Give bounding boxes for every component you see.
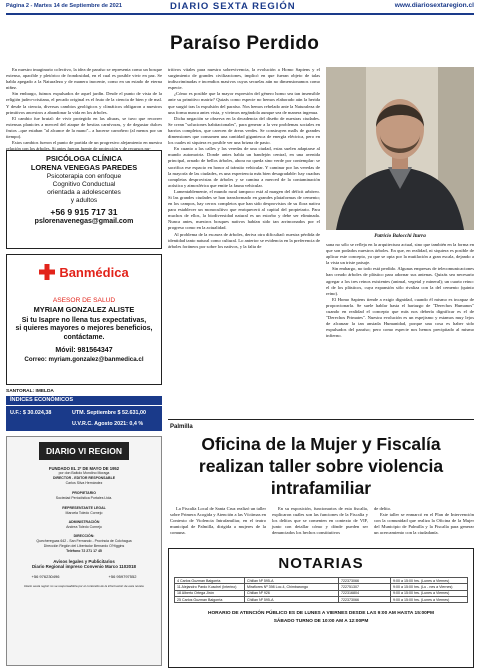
- table-cell: Chillan Nº 595-A: [245, 596, 339, 602]
- paragraph: En su exposición, funcionarios de esta fiscalía, explicaron cuáles son las funciones de la Fiscalía y los delitos que se comenten en contexto de VIF, junto con detallar cómo y dónde pueden ser denunciados los hechos constitutivos: [272, 506, 368, 536]
- colophon-line: Diario Regional impreso Convenio Marco 1102018: [32, 564, 136, 569]
- notarias-title: NOTARIAS: [278, 555, 364, 572]
- table-cell: 722373066: [339, 596, 391, 602]
- ad-phone: +56 9 915 717 31: [50, 207, 118, 217]
- uvr-value: U.V.R.C. Agosto 2021: 0,4 %: [72, 421, 144, 427]
- paragraph: La Fiscalía Local de Santa Cruz realizó un taller sobre Primera Acogida y Atención a las Víctimas en Contexto de Violencia Intrafamiliar, en el teatro municipal de Palmilla, dirigida a mujeres de la comuna.: [170, 506, 266, 536]
- colophon-phone: +56 976230496: [31, 574, 60, 579]
- utm-value: UTM. Septiembre $ 52.631,00: [72, 410, 147, 416]
- table-cell: 9:00 a 15:00 hrs. (Lunes a Viernes): [391, 590, 468, 596]
- paragraph: Sin embargo, fuimos expulsados de aquel jardín. Desde el punto de vista de la religión judeo-cristiana, el pecado original es el fruto de la ciencia de bien y de mal. Y desde la ciencia, diversas cambios geológicos y climáticos obligaron a nuestros primitivos ancestros a abandonar la vida en los árboles.: [6, 91, 162, 115]
- ad-line: y adultos: [70, 197, 98, 204]
- article2-title-line1: Oficina de la Mujer y Fiscalía: [201, 434, 441, 454]
- table-cell: 25 Carlos Guzman Baigorria: [175, 596, 245, 602]
- article-title: Paraíso Perdido: [170, 33, 320, 54]
- article2-kicker: Palmilla: [170, 424, 193, 430]
- article2-column-1: [170, 506, 266, 536]
- paragraph: En cuanto a las calles y las veredas de una ciudad, estas suelen adaptarse al mundo automotriz. Donde antes había un bandejón central, en una avenida principal, ornado de bellos árboles, ahora no queda sino verde por contemplar: se sacrifica ese espacio en honor al tránsito vehicular. Y caminar por las veredas de la mayoría de las ciudades, es una experiencia más bien desagradable: hay cuadras completas desprovistas de árboles y se camina a merced de la contaminación acústica y atmosférica que emite la fauna vehicular.: [168, 146, 320, 188]
- article-column-1: [6, 67, 162, 152]
- paragraph: Lamentablemente, el mundo rural tampoco está al margen del déficit arbóreo. Si las grandes ciudades se han transformado en grandes plataformas de cemento; en los campos, hay cerros completos que han sido desprovistos de su flora nativa para establecer un monocultivo que enriquecerá al capital del propietario. Para muchos de ellos, la biodiversidad natural es un estorbo y debe ser eliminada. Nunca antes, nuestros bosques nativos habían sido tan arrinconados por el progreso como en la actualidad.: [168, 188, 320, 231]
- colophon-phones: [7, 574, 161, 579]
- colophon-phone: +56 959797552: [108, 574, 137, 579]
- table-cell: Miraflores Nº 398 Loc.4, Chimbarongo: [245, 584, 339, 590]
- table-row: [175, 596, 468, 602]
- ad-name: MYRIAM GONZALEZ ALISTE: [33, 305, 135, 314]
- colophon-logo-text: DIARIO VI REGION: [45, 446, 123, 456]
- paragraph: tritivos vitales para nuestra sobrevivencia, la evolución a Homo Sapiens y el surgimiento de grandes civilizaciones, implicó en que fueran objeto de talas indiscriminadas e incendios masivos cuyas secuelas aún no dimensionamos como especie.: [168, 67, 320, 91]
- paragraph: Estos cambios fueron el punto de partida de un progresivo alejamiento en nuestra relación con los árboles. Si antes fueron fuente de protección y de recursos nu-: [6, 140, 162, 152]
- colophon-footnote: Diario sexta región no se responsabiliza por el contenido de la información de esta revista: [24, 584, 144, 588]
- paragraph: El Homo Sapiens tiende a exigir dignidad, cuando él mismo es incapaz de proporcionarla. Se suele hablar hasta el hartazgo de "Derechos Humanos" cuando en realidad el concepto que más nos debería dignificar es el de "Derechos Primates". Nuestra evolución es un espejismo y estamos muy lejos de alcanzar la tan ansiada Humanidad, porque una cosa es haber sido expulsados del paraíso; pero como especie nos hemos precipitado al mismo infierno.: [326, 296, 474, 339]
- banmedica-brand: Banmédica: [59, 264, 129, 280]
- ad-correo: Correo: myriam.gonzalez@banmedica.cl: [24, 355, 144, 363]
- notarias-table: [174, 577, 468, 603]
- article-column-3: [326, 242, 474, 340]
- notarias-box: [168, 548, 474, 668]
- article2-rule: [168, 419, 474, 420]
- banmedica-cross-icon: [39, 264, 55, 280]
- article2-title-line2: realizan taller sobre violencia: [198, 456, 444, 476]
- article2-column-2: [272, 506, 368, 536]
- paragraph: Dicha negación se observa en la decadencia del diseño de nuestras ciudades. Se crean "soluciones habitacionales", para generar a la vez problemas sociales en barrios completos, que carecen de áreas verdes. Se construyen malls de grandes dimensiones que consumen una cantidad gigantesca de energía eléctrica, pero en los cuales ni siquiera es posible ver una brizna de pasto.: [168, 115, 320, 146]
- paragraph: En nuestro imaginario colectivo, la idea de paraíso se representa como un bosque extenso, apacible y pletórico de frondosidad, en el cual es posible vivir en paz. Se habla apegado a la Naturaleza y de manera inocente, como en un estado de eterna niñez.: [6, 67, 162, 91]
- uf-value: U.F.: $ 30.024,38: [10, 410, 52, 416]
- banmedica-ad: [6, 254, 162, 385]
- paragraph: El cambio fue brutal: de vivir protegido en las alturas, se tuvo que recorrer extensas planicies a merced del ataque de bestias carnívoras, y de degustar dulces frutos –que estaban "al alcance de la mano"– a hacerse carroñero (al menos por un tiempo).: [6, 115, 162, 140]
- table-cell: 9:00 a 15:00 hrs. (Lu - nes a Viernes): [391, 584, 468, 590]
- colophon-line: REPRESENTANTE LEGAL: [62, 506, 106, 510]
- paragraph: sana no sólo se refleja en la arquitectura actual, sino que también en la forma en que son podados nuestros árboles. En que, en realidad, ni siquiera es posible de aplicar este concepto, ya que se opta por la mutilación a gran escala, dejando a la vista un triste paisaje.: [326, 242, 474, 266]
- ad-line: Cognitivo Conductual: [52, 181, 116, 188]
- ad-title: PSICÓLOGA CLÍNICA: [45, 154, 123, 163]
- table-cell: 722751307: [339, 584, 391, 590]
- psychologist-ad: [6, 150, 162, 249]
- colophon-line: Sociedad Periodística Portales Ltda.: [55, 496, 113, 500]
- colophon-line: Andrea Toledo Cornejo: [66, 525, 102, 529]
- paragraph: Este taller se enmarcó en el Plan de Intervención con la comunidad que realiza la Oficina de la Mujer del Municipio de Palmilla y la Fiscalía para generar un acercamiento con la ciudadanía.: [374, 512, 474, 536]
- colophon-line: ADMINISTRACIÓN: [68, 520, 100, 524]
- santoral: SANTORAL: IMELDA: [6, 389, 54, 394]
- masthead: DIARIO SEXTA REGIÓN: [170, 1, 296, 12]
- author-photo: [326, 67, 474, 230]
- website: www.diariosextaregion.cl: [394, 2, 474, 9]
- colophon-line: Marcela Toledo Cornejo: [65, 511, 103, 515]
- banmedica-logo: [7, 261, 161, 283]
- ad-name: LORENA VENEGAS PAREDES: [30, 163, 138, 172]
- colophon: [6, 436, 162, 666]
- paragraph: ¿Cómo es posible que la mayor expresión del género homo sea tan insensible ante su primitivo matriz? Quizás como especie no hemos elaborado aún la herida que surgió tras la expulsión del paraíso. Nos hemos rebelado ante la Naturaleza de una forma nunca antes vista, y vivimos negándola aunque sea de manera ingenua.: [168, 91, 320, 115]
- header-rule: [6, 13, 474, 15]
- table-cell: 722316804: [339, 590, 391, 596]
- ad-line: si quieres mayores o mejores beneficios,: [15, 325, 153, 333]
- ad-line: orientada a adolescentes: [47, 189, 121, 196]
- ad-label: ASESOR DE SALUD: [52, 297, 116, 304]
- portrait-image: [326, 67, 474, 230]
- author-caption: Patricio Balocchi Iturra: [374, 233, 426, 239]
- colophon-line: DIRECCIÓN:: [73, 534, 95, 538]
- indices-box: [6, 405, 162, 431]
- ad-line: Si tu Isapre no llena tus expectativas,: [21, 317, 147, 324]
- article2-title-line3: intrafamiliar: [270, 478, 372, 498]
- notarias-hours: HORARIO DE ATENCIÓN PÚBLICO ES DE LUNES A VIERNES DESDE LAS 9:00 AM HASTA 15:00PM: [207, 611, 435, 617]
- colophon-line: Dirección Región del Libertador Bernardo O'Higgins: [43, 544, 125, 548]
- article2-column-3: [374, 506, 474, 536]
- colophon-line: DIRECTOR - EDITOR RESPONSABLE: [52, 476, 116, 480]
- colophon-line: PROPIETARIO: [72, 491, 96, 495]
- ad-email: pslorenavenegas@gmail.com: [34, 218, 134, 225]
- paragraph: Al problema de la escasez de árboles, deriva otra dificultad: nuestra pérdida de identidad tanto natural como cultural. Lo anterior se evidencia en la preferencia de árboles foráneos por sobre los nativos, y la falta de: [168, 231, 320, 249]
- table-cell: 11 Alejandro Pardo Kuschel (Interino): [175, 584, 245, 590]
- table-cell: Chillan Nº 595-A: [245, 578, 339, 584]
- colophon-line: Carlos Silva Hernández: [65, 481, 103, 485]
- table-cell: 722373066: [339, 578, 391, 584]
- table-cell: Chillan Nº 926: [245, 590, 339, 596]
- paragraph: de delito.: [374, 506, 392, 511]
- table-cell: 4 Carlos Guzman Baigorria: [175, 578, 245, 584]
- ad-movil: Móvil: 981564347: [55, 347, 113, 355]
- table-cell: 9:00 a 15:00 hrs. (Lunes a Viernes): [391, 596, 468, 602]
- table-cell: 18 Alberto Ortega Jirón: [175, 590, 245, 596]
- ad-line: Psicoterapia con enfoque: [46, 173, 122, 180]
- colophon-line: FUNDADO EL 2º DE MAYO DE 1952: [48, 466, 120, 471]
- page-info: Página 2 - Martes 14 de Septiembre de 2021: [6, 3, 122, 9]
- notarias-saturday: SÁBADO TURNO DE 10:00 AM A 12:00PM: [273, 619, 369, 625]
- article-column-2: [168, 67, 320, 250]
- indices-header: ÍNDICES ECONÓMICOS: [6, 396, 162, 405]
- paragraph: Sin embargo, no todo está perdido. Algunas empresas de telecomunicaciones han creado árboles de plástico para adornar sus antenas. Quizás sea necesario agregar a los tres reinos existentes (animal, vegetal y mineral); un cuarto reino: el de los plásticos, cuya expansión sólo rivaliza con la del cemento (quinto reino).: [326, 266, 474, 296]
- colophon-line: Quechereguas 642 - San Fernando - Provincia de Colchagua: [36, 539, 132, 543]
- ad-line: contáctame.: [63, 333, 105, 341]
- colophon-logo: [39, 442, 129, 460]
- colophon-line: Avisos legales y Publicitarios: [53, 559, 115, 564]
- table-cell: 9:00 a 15:00 hrs. (Lunes a Viernes): [391, 578, 468, 584]
- colophon-line: por don Baltolo Mondino Moraga: [58, 471, 110, 475]
- colophon-line: Teléfono 72 271 17 45: [66, 549, 102, 553]
